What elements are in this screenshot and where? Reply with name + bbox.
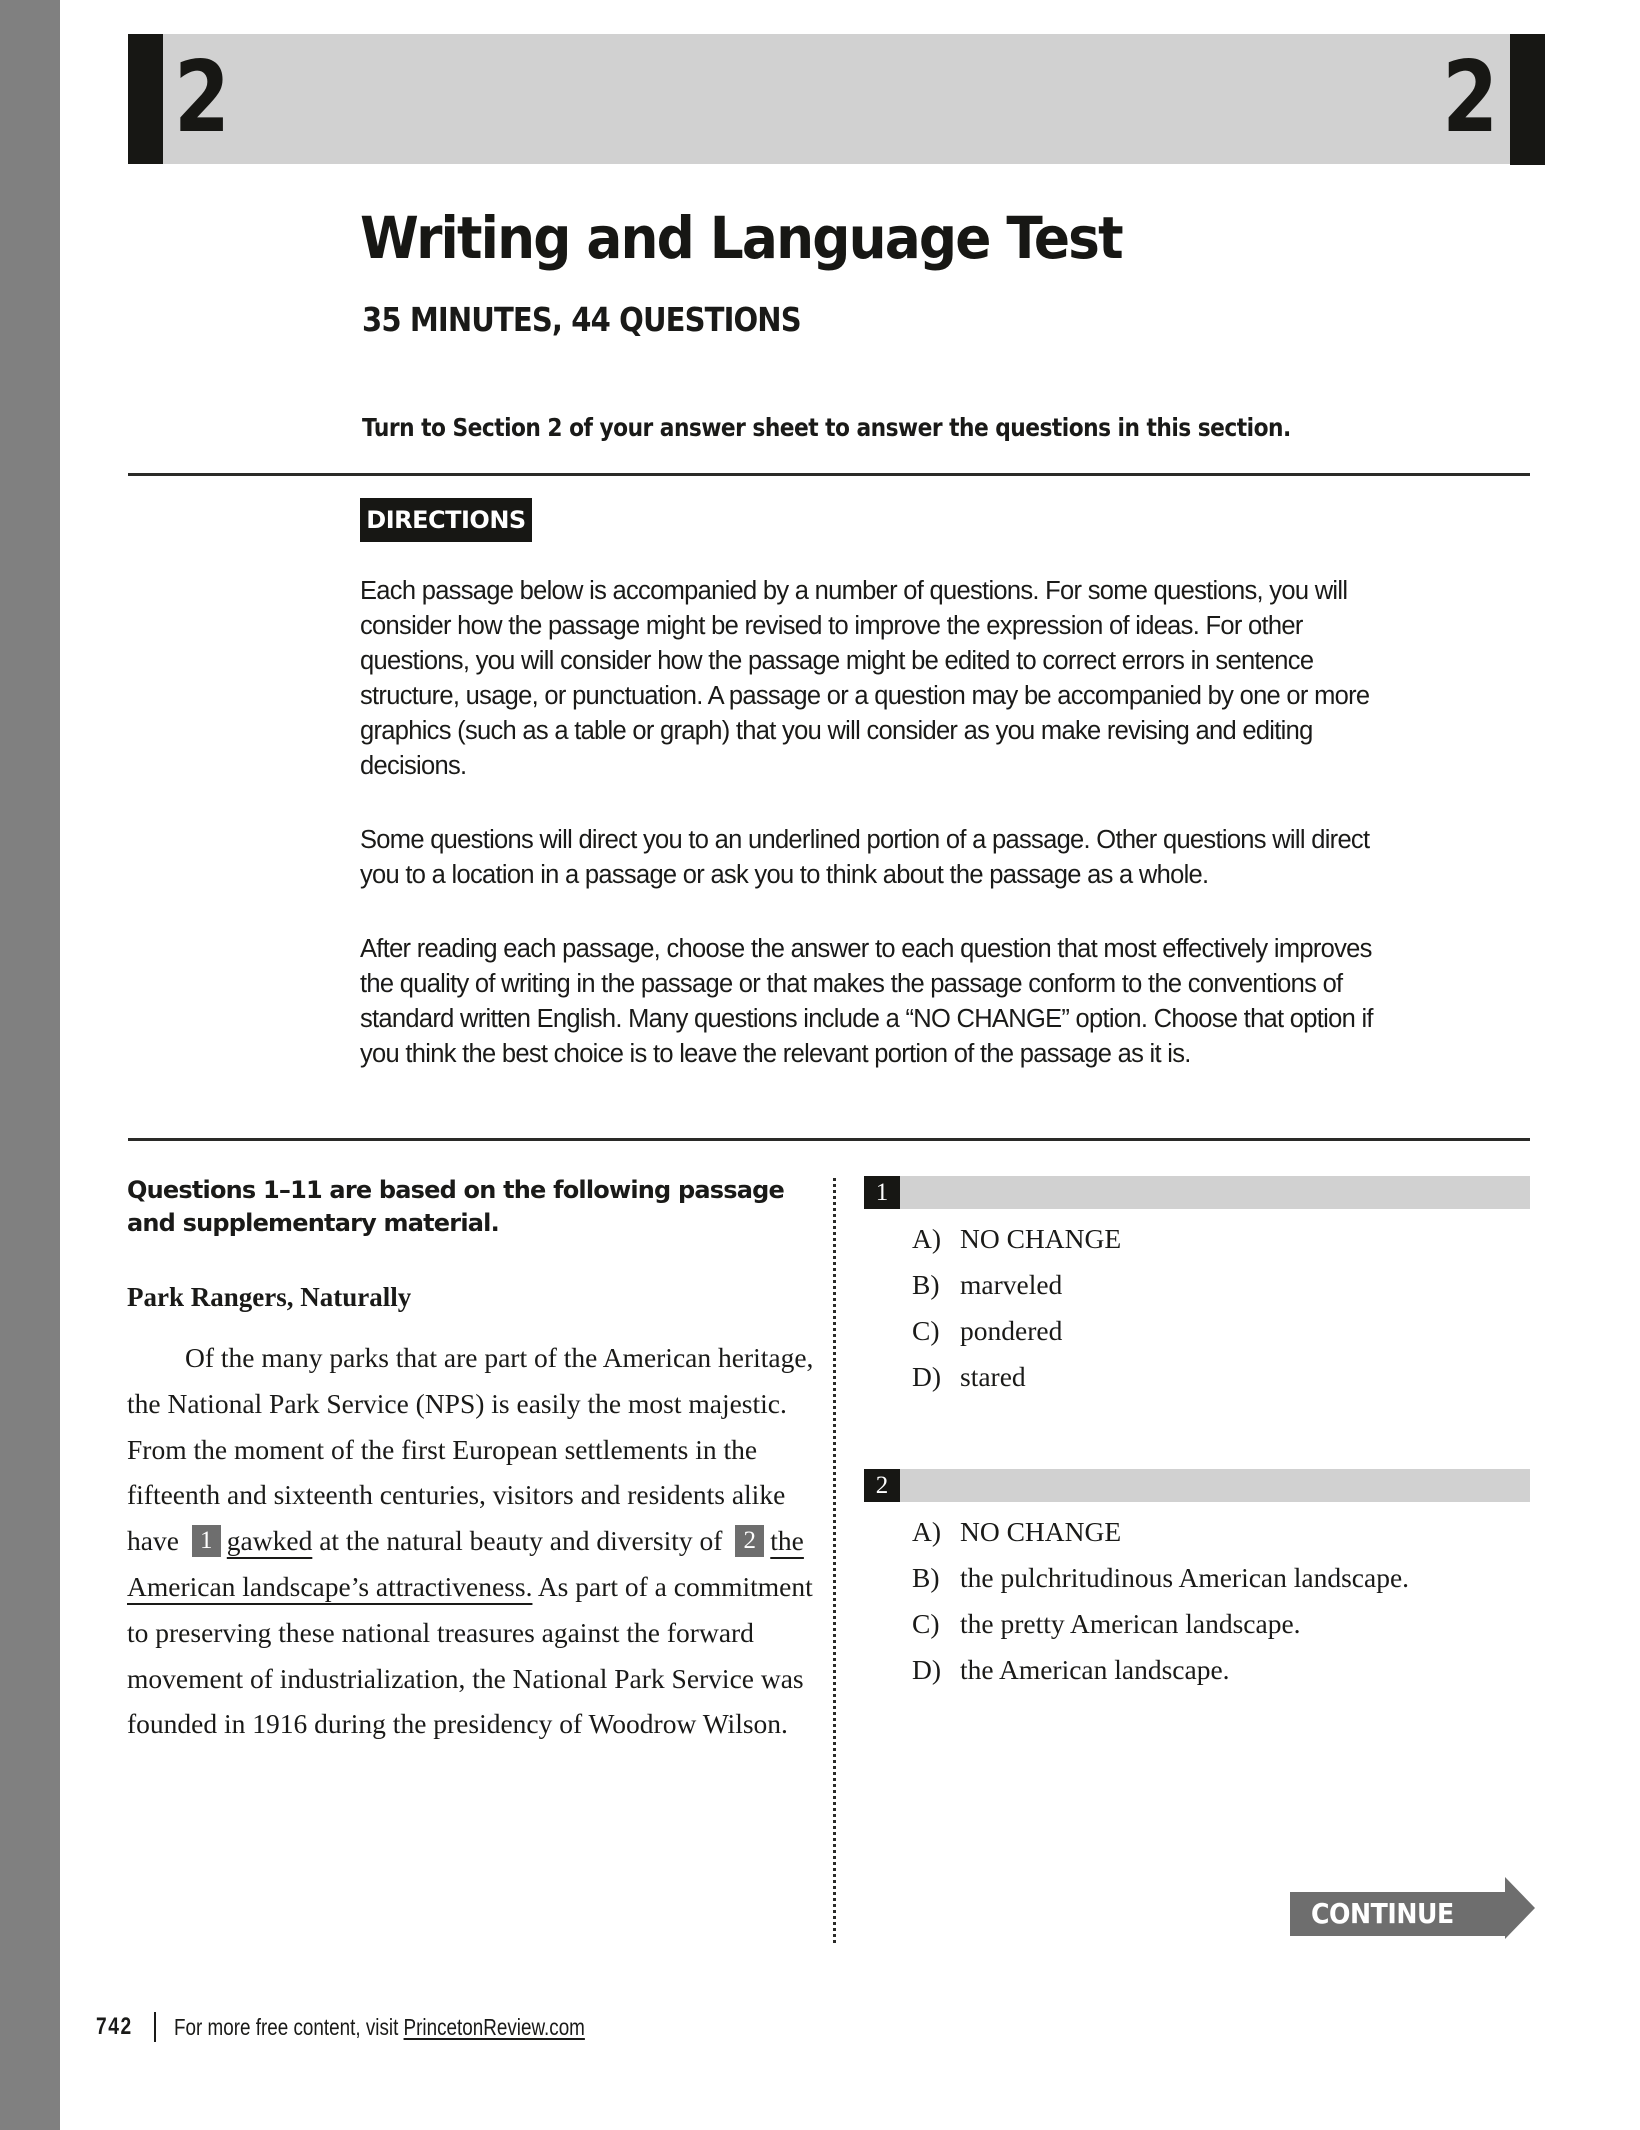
arrow-right-icon — [1505, 1877, 1535, 1939]
section-number-right: 2 — [1442, 41, 1498, 155]
underlined-portion-1[interactable]: gawked — [226, 1525, 313, 1557]
question-number-badge: 2 — [864, 1469, 900, 1502]
question-number-badge: 1 — [864, 1176, 900, 1209]
passage-text: at the natural beauty and diversity of — [319, 1525, 723, 1557]
option-text: NO CHANGE — [960, 1516, 1122, 1547]
passage-intro: Questions 1–11 are based on the following passage and supplementary material. — [127, 1176, 784, 1237]
page-footer — [96, 2012, 675, 2042]
option-text: NO CHANGE — [960, 1223, 1122, 1254]
answer-option-c[interactable] — [912, 1604, 1409, 1650]
answer-option-a[interactable] — [912, 1512, 1409, 1558]
option-letter: C) — [912, 1608, 940, 1639]
page-title: Writing and Language Test — [360, 204, 1122, 272]
directions-paragraph: Some questions will direct you to an underlined portion of a passage. Other questions will direct you to a location in a passage or ask you to think about the passage as a whole. — [360, 826, 1370, 889]
question-2-options — [912, 1512, 1409, 1696]
option-letter: A) — [912, 1223, 942, 1254]
question-1-options — [912, 1219, 1121, 1403]
answer-option-d[interactable] — [912, 1357, 1121, 1403]
passage-body — [127, 1335, 827, 1747]
passage-title: Park Rangers, Naturally — [127, 1282, 412, 1312]
answer-option-c[interactable] — [912, 1311, 1121, 1357]
underlined-portion-2[interactable]: the American landscape’s attractiveness. — [127, 1525, 804, 1602]
option-letter: B) — [912, 1269, 940, 1300]
section-number-left: 2 — [174, 41, 230, 155]
question-ref-badge-1[interactable]: 1 — [192, 1525, 221, 1557]
answer-option-d[interactable] — [912, 1650, 1409, 1696]
question-header-1 — [864, 1176, 1530, 1209]
column-divider-dotted — [833, 1178, 836, 1943]
answer-option-a[interactable] — [912, 1219, 1121, 1265]
option-letter: D) — [912, 1361, 942, 1392]
banner-bar-left — [128, 34, 163, 164]
option-text: marveled — [960, 1269, 1063, 1300]
option-text: the pretty American landscape. — [960, 1608, 1301, 1639]
page-number: 742 — [96, 2013, 133, 2040]
banner-bar-right — [1510, 34, 1545, 165]
answer-sheet-instruction: Turn to Section 2 of your answer sheet to answer the questions in this section. — [362, 413, 1291, 442]
option-text: the pulchritudinous American landscape. — [960, 1562, 1410, 1593]
divider-bottom — [128, 1138, 1530, 1141]
continue-label: CONTINUE — [1311, 1897, 1454, 1930]
page-edge-strip — [0, 0, 60, 2130]
section-banner — [128, 34, 1545, 164]
footer-prompt: For more free content, visit — [174, 2013, 404, 2040]
option-letter: A) — [912, 1516, 942, 1547]
option-letter: B) — [912, 1562, 940, 1593]
option-letter: C) — [912, 1315, 940, 1346]
question-ref-badge-2[interactable]: 2 — [735, 1525, 764, 1557]
directions-label: DIRECTIONS — [360, 498, 532, 542]
option-text: stared — [960, 1361, 1026, 1392]
time-and-question-count: 35 MINUTES, 44 QUESTIONS — [362, 300, 801, 339]
footer-separator — [154, 2012, 156, 2042]
divider-top — [128, 473, 1530, 476]
answer-option-b[interactable] — [912, 1558, 1409, 1604]
passage-text: As part of a commitment to preserving these national treasures against the forward movement of industrialization, the National Park Service was founded in 1916 during the presidency of Woodrow Wilson. — [127, 1570, 813, 1740]
option-text: the American landscape. — [960, 1654, 1230, 1685]
question-header-2 — [864, 1469, 1530, 1502]
directions-paragraph: After reading each passage, choose the answer to each question that most effectively improves the quality of writing in the passage or that makes the passage conform to the conventions of standard written English. Many questions include a “NO CHANGE” option. Choose that option if you think the best choice is to leave the relevant portion of the passage as it is. — [360, 935, 1373, 1068]
option-letter: D) — [912, 1654, 942, 1685]
answer-option-b[interactable] — [912, 1265, 1121, 1311]
directions-paragraph: Each passage below is accompanied by a number of questions. For some questions, you will consider how the passage might be revised to improve the expression of ideas. For other questions, you will consider how the passage might be edited to correct errors in sentence structure, usage, or punctuation. A passage or a question may be accompanied by one or more graphics (such as a table or graph) that you will consider as you make revising and editing decisions. — [360, 577, 1370, 780]
footer-text — [174, 2014, 585, 2041]
passage-text: Of the many parks that are part of the American heritage, the National Park Service (NPS) is easily the most majestic. From the moment of the first European settlements in the fifteenth and sixteenth centuries, visitors and residents alike have — [127, 1342, 814, 1557]
option-text: pondered — [960, 1315, 1063, 1346]
continue-button[interactable] — [1290, 1877, 1535, 1939]
princeton-review-link[interactable]: PrincetonReview.com — [403, 2013, 585, 2040]
